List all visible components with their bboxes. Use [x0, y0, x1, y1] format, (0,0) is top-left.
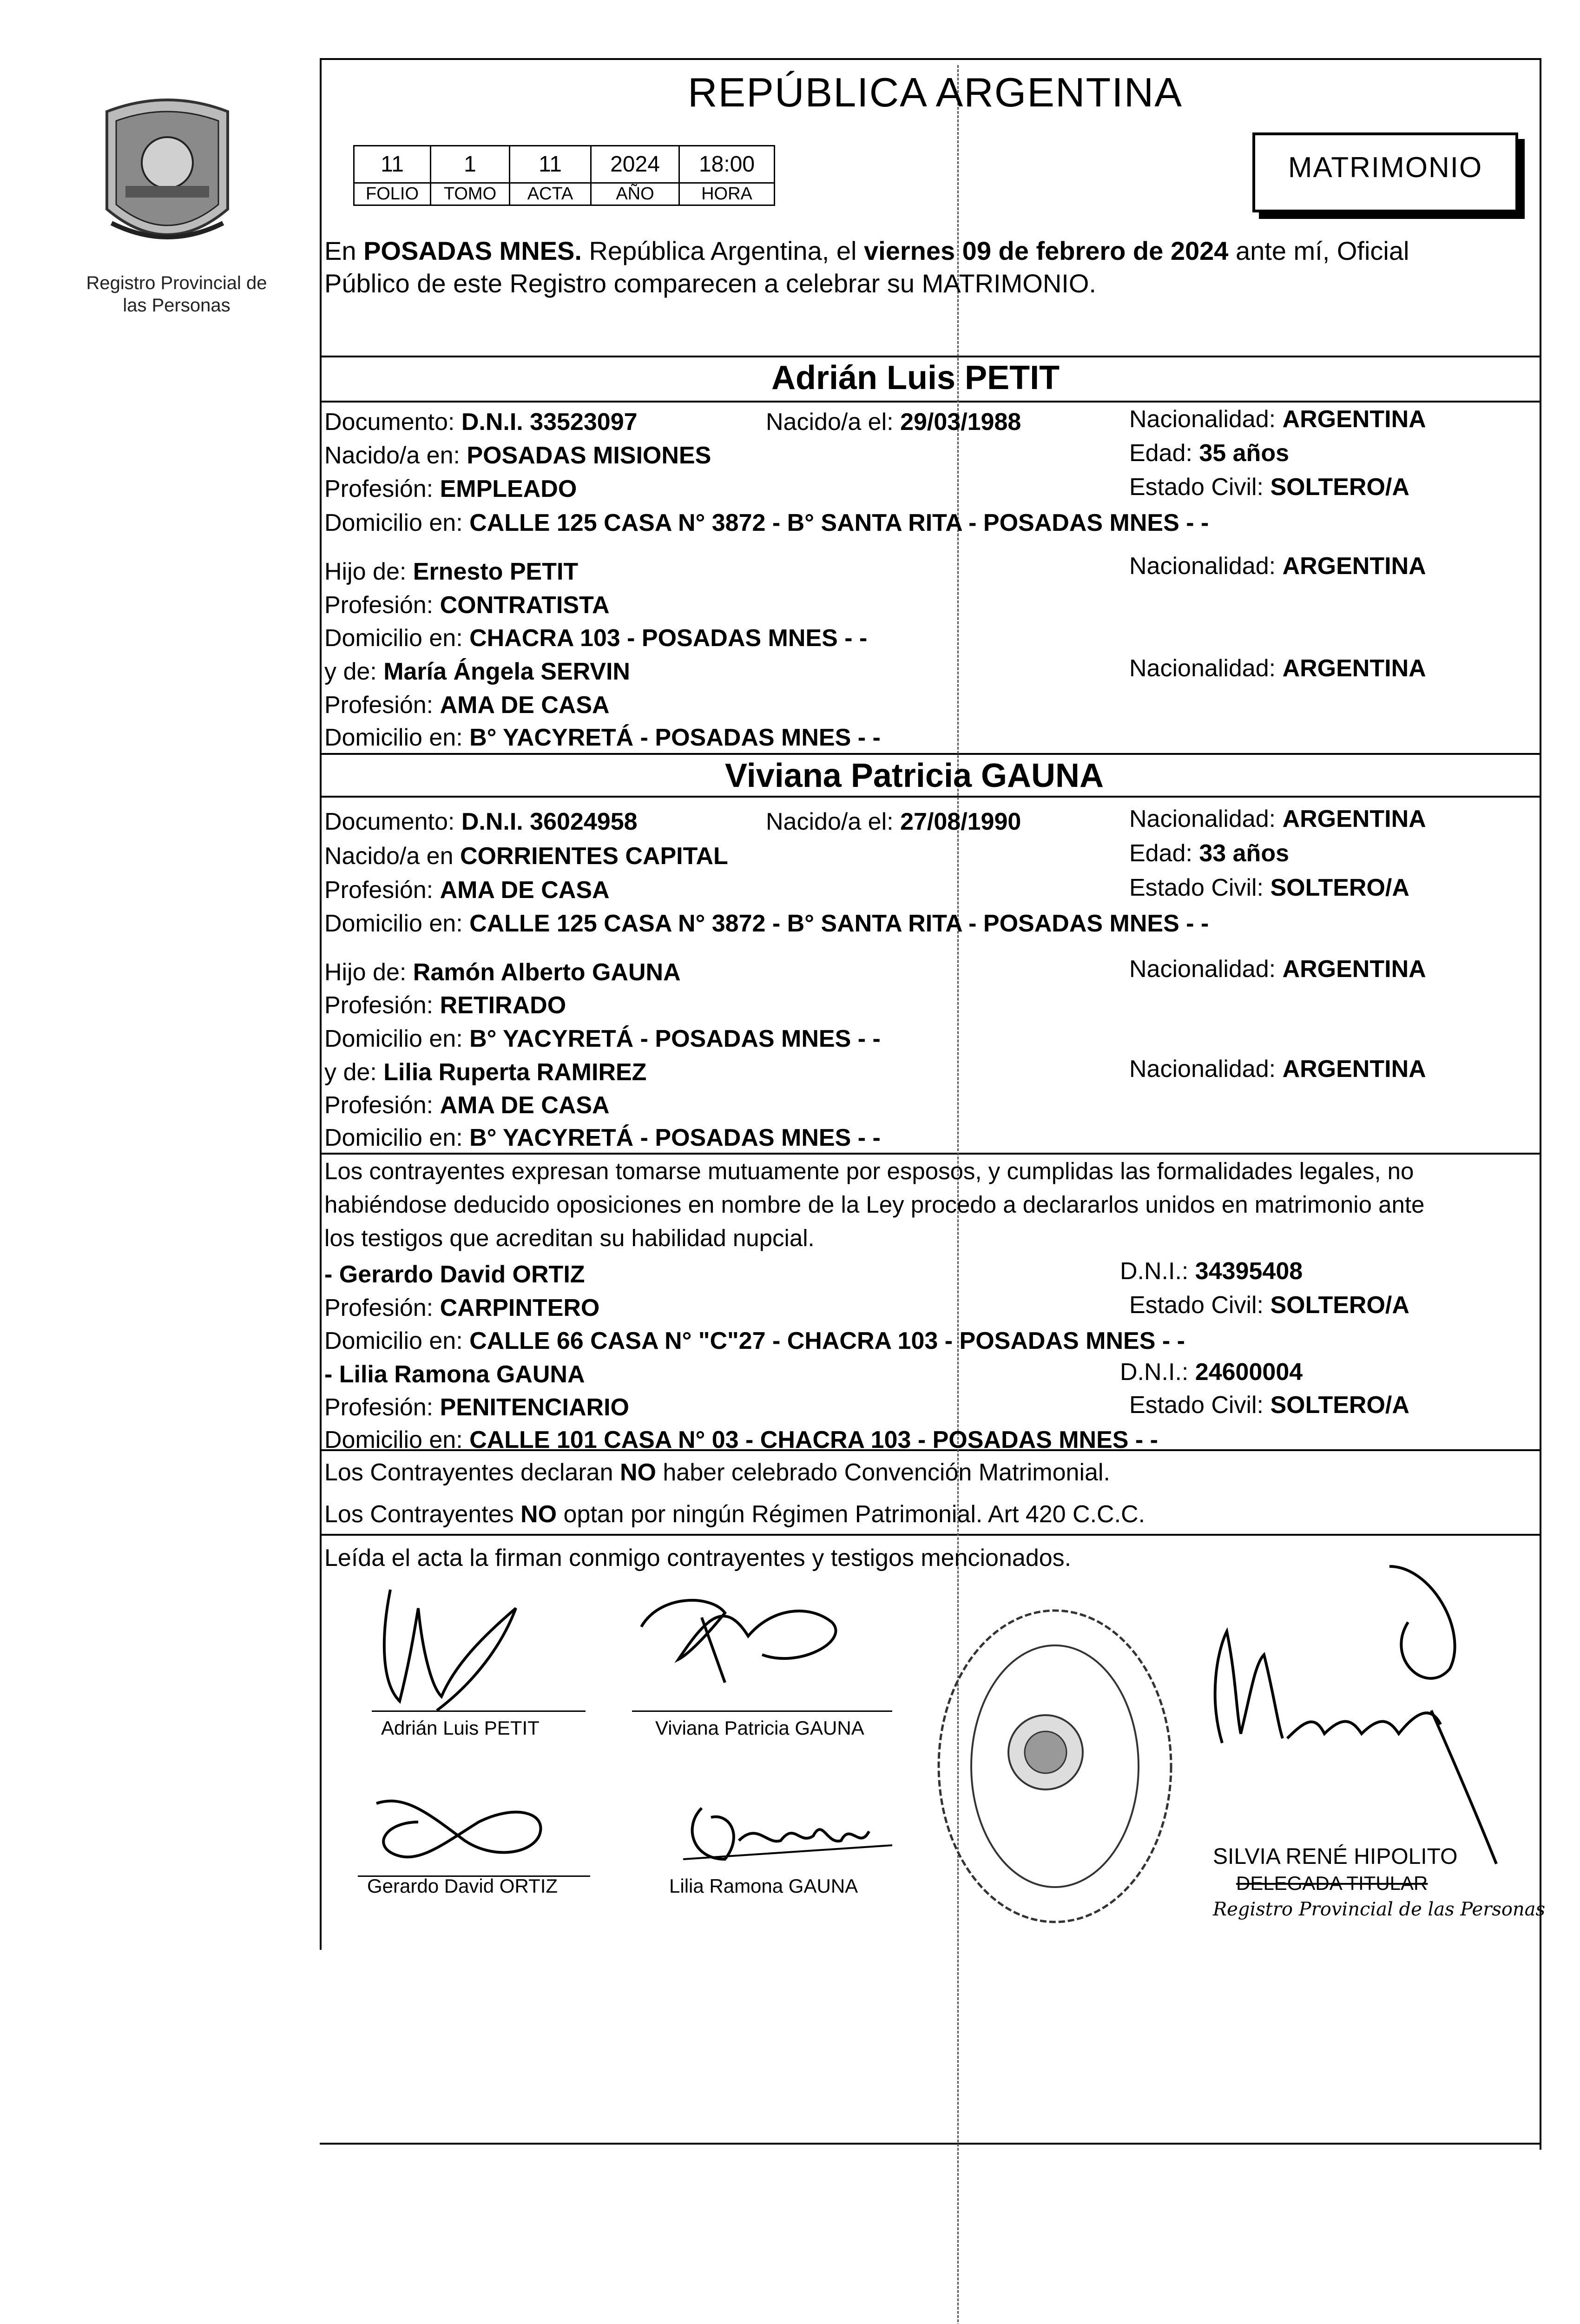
officer-signature: [1190, 1557, 1524, 1873]
bride-signature: [632, 1590, 883, 1710]
groom-father-nationality: Nacionalidad: ARGENTINA: [1129, 553, 1426, 580]
groom-father-profession: Profesión: CONTRATISTA: [324, 592, 610, 619]
bride-mother-profession: Profesión: AMA DE CASA: [324, 1092, 610, 1119]
groom-father-address: Domicilio en: CHACRA 103 - POSADAS MNES - -: [324, 625, 868, 652]
declaration-line-3: los testigos que acreditan su habilidad nupcial.: [324, 1225, 815, 1251]
bride-mother: y de: Lilia Ruperta RAMIREZ: [324, 1059, 647, 1086]
groom-signature: [362, 1580, 576, 1720]
bride-father: Hijo de: Ramón Alberto GAUNA: [324, 959, 681, 986]
tomo-label: TOMO: [431, 183, 510, 205]
groom-birth-date: Nacido/a el: 29/03/1988: [766, 409, 1021, 436]
officer-office: Registro Provincial de las Personas: [1213, 1899, 1546, 1920]
bride-signature-label: Viviana Patricia GAUNA: [655, 1717, 864, 1739]
acta-value: 11: [510, 146, 591, 183]
groom-age: Edad: 35 años: [1129, 440, 1289, 467]
groom-signature-label: Adrián Luis PETIT: [381, 1717, 540, 1739]
bride-age: Edad: 33 años: [1129, 840, 1289, 867]
intro-line-2: Público de este Registro comparecen a celebrar su MATRIMONIO.: [324, 269, 1096, 298]
groom-birth-place: Nacido/a en: POSADAS MISIONES: [324, 442, 711, 469]
groom-profession: Profesión: EMPLEADO: [324, 475, 577, 502]
witness-1-signature: [362, 1785, 576, 1878]
bride-nationality: Nacionalidad: ARGENTINA: [1129, 805, 1426, 832]
groom-father: Hijo de: Ernesto PETIT: [324, 558, 579, 585]
witness-2-civil-status: Estado Civil: SOLTERO/A: [1129, 1392, 1409, 1419]
tomo-value: 1: [431, 146, 510, 183]
bride-father-nationality: Nacionalidad: ARGENTINA: [1129, 956, 1426, 983]
declaration-line-2: habiéndose deducido oposiciones en nombre de la Ley procedo a declararlos unidos en matrimonio ante: [324, 1191, 1425, 1218]
groom-mother: y de: María Ángela SERVIN: [324, 658, 630, 685]
groom-civil-status: Estado Civil: SOLTERO/A: [1129, 474, 1409, 501]
witness-1-signature-label: Gerardo David ORTIZ: [367, 1875, 558, 1897]
anio-label: AÑO: [591, 183, 679, 205]
witness-1-civil-status: Estado Civil: SOLTERO/A: [1129, 1292, 1409, 1319]
official-seal: [925, 1599, 1185, 1934]
groom-nationality: Nacionalidad: ARGENTINA: [1129, 406, 1426, 433]
officer-name: SILVIA RENÉ HIPOLITO: [1213, 1844, 1458, 1869]
hora-label: HORA: [679, 183, 775, 205]
groom-mother-profession: Profesión: AMA DE CASA: [324, 692, 610, 719]
witness-1-address: Domicilio en: CALLE 66 CASA N° "C"27 - CHACRA 103 - POSADAS MNES - -: [324, 1327, 1185, 1354]
registry-name: Registro Provincial de las Personas: [86, 273, 267, 316]
witness-2-dni: D.N.I.: 24600004: [1120, 1359, 1303, 1386]
act-type-label: MATRIMONIO: [1288, 152, 1483, 184]
closing-text: Leída el acta la firman conmigo contrayentes y testigos mencionados.: [324, 1545, 1072, 1571]
registry-table: [353, 145, 775, 206]
groom-address: Domicilio en: CALLE 125 CASA N° 3872 - B° SANTA RITA - POSADAS MNES - -: [324, 509, 1209, 536]
bride-profession: Profesión: AMA DE CASA: [324, 877, 610, 904]
intro-line-1: En POSADAS MNES. República Argentina, el viernes 09 de febrero de 2024 ante mí, Oficial: [324, 236, 1409, 265]
groom-mother-address: Domicilio en: B° YACYRETÁ - POSADAS MNES - -: [324, 724, 881, 751]
witness-2-profession: Profesión: PENITENCIARIO: [324, 1394, 629, 1421]
declaration-line-1: Los contrayentes expresan tomarse mutuamente por esposos, y cumplidas las formalidades legales, no: [324, 1158, 1414, 1184]
bride-name: Viviana Patricia GAUNA: [725, 757, 1104, 794]
witness-1-profession: Profesión: CARPINTERO: [324, 1294, 600, 1321]
bride-birth-place: Nacido/a en CORRIENTES CAPITAL: [324, 843, 728, 870]
witness-1-dni: D.N.I.: 34395408: [1120, 1258, 1303, 1285]
anio-value: 2024: [591, 146, 679, 183]
groom-mother-nationality: Nacionalidad: ARGENTINA: [1129, 655, 1426, 682]
officer-title: DELEGADA TITULAR: [1236, 1872, 1428, 1894]
hora-value: 18:00: [679, 146, 775, 183]
witness-2-address: Domicilio en: CALLE 101 CASA N° 03 - CHACRA 103 - POSADAS MNES - -: [324, 1426, 1158, 1453]
bride-birth-date: Nacido/a el: 27/08/1990: [766, 808, 1021, 835]
groom-document: Documento: D.N.I. 33523097: [324, 409, 638, 436]
country-title: REPÚBLICA ARGENTINA: [688, 69, 1183, 115]
bride-mother-address: Domicilio en: B° YACYRETÁ - POSADAS MNES - -: [324, 1124, 881, 1151]
bride-address: Domicilio en: CALLE 125 CASA N° 3872 - B° SANTA RITA - POSADAS MNES - -: [324, 910, 1209, 937]
bride-father-profession: Profesión: RETIRADO: [324, 992, 566, 1019]
folio-label: FOLIO: [354, 183, 431, 205]
witness-1-name: - Gerardo David ORTIZ: [324, 1261, 585, 1288]
witness-2-signature-label: Lilia Ramona GAUNA: [669, 1875, 858, 1897]
bride-document: Documento: D.N.I. 36024958: [324, 808, 638, 835]
acta-label: ACTA: [510, 183, 591, 205]
registry-logo: [93, 93, 242, 265]
witness-2-signature: [674, 1780, 897, 1878]
bride-father-address: Domicilio en: B° YACYRETÁ - POSADAS MNES - -: [324, 1025, 881, 1052]
folio-value: 11: [354, 146, 431, 183]
bride-civil-status: Estado Civil: SOLTERO/A: [1129, 874, 1409, 901]
witness-2-name: - Lilia Ramona GAUNA: [324, 1361, 585, 1388]
bride-mother-nationality: Nacionalidad: ARGENTINA: [1129, 1056, 1426, 1083]
convention-2: Los Contrayentes NO optan por ningún Régimen Patrimonial. Art 420 C.C.C.: [324, 1501, 1146, 1528]
groom-name: Adrián Luis PETIT: [771, 359, 1060, 396]
convention-1: Los Contrayentes declaran NO haber celebrado Convención Matrimonial.: [324, 1459, 1110, 1486]
